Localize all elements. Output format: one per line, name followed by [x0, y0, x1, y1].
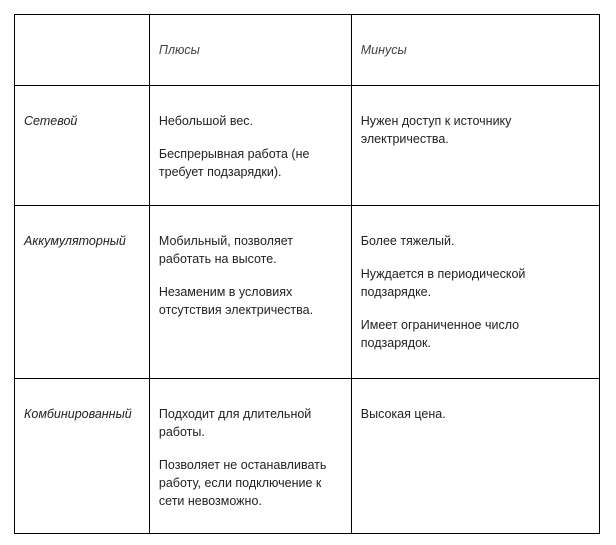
header-empty-cell — [15, 15, 150, 86]
cons-text: Более тяжелый. — [360, 234, 455, 248]
cons-cell — [351, 379, 599, 534]
comparison-table — [14, 14, 600, 534]
table-row — [15, 379, 600, 534]
pros-text: Беспрерывная работа (не требует подзарядки). — [158, 147, 310, 179]
pros-cell — [149, 379, 351, 534]
header-cons-cell: Минусы — [351, 15, 599, 86]
cons-text: Нужен доступ к источнику электричества. — [360, 114, 512, 146]
cons-cell — [351, 86, 599, 206]
table-row — [15, 206, 600, 379]
type-cell: Сетевой — [15, 86, 150, 206]
pros-cell — [149, 86, 351, 206]
pros-text: Незаменим в условиях отсутствия электричества. — [158, 285, 314, 317]
table-row — [15, 86, 600, 206]
pros-text: Позволяет не останавливать работу, если подключение к сети невозможно. — [158, 458, 327, 508]
header-pros-cell: Плюсы — [149, 15, 351, 86]
pros-cell — [149, 206, 351, 379]
type-cell: Комбинированный — [15, 379, 150, 534]
cons-text: Высокая цена. — [360, 407, 446, 421]
header-row — [15, 15, 600, 86]
type-cell: Аккумуляторный — [15, 206, 150, 379]
pros-text: Подходит для длительной работы. — [158, 407, 312, 439]
pros-text: Небольшой вес. — [158, 114, 253, 128]
cons-text: Нуждается в периодической подзарядке. — [360, 267, 526, 299]
cons-cell — [351, 206, 599, 379]
pros-text: Мобильный, позволяет работать на высоте. — [158, 234, 293, 266]
cons-text: Имеет ограниченное число подзарядок. — [360, 318, 520, 350]
